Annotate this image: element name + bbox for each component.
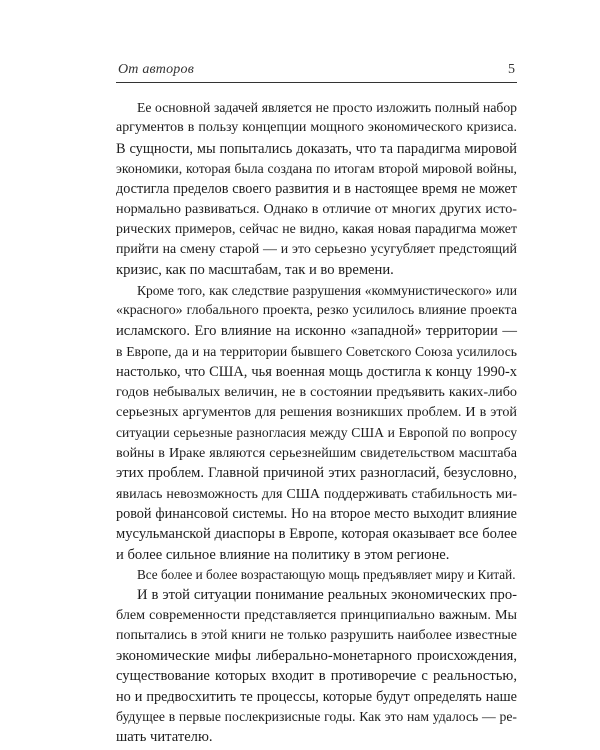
paragraph <box>116 98 517 281</box>
text-line: исламского. Его влияние на исконно «западной» территории — <box>116 323 517 340</box>
text-line: кризис, как по масштабам, так и во времени. <box>116 262 394 279</box>
text-line: экономические мифы либерально-монетарного происхождения, <box>116 648 517 665</box>
text-line: ровой финансовой системы. Но на второе место выходит влияние <box>116 505 517 522</box>
text-line: мусульманской диаспоры в Европе, которая оказывает все более <box>116 526 517 543</box>
text-line: попытались в этой книги не только разрушить наиболее известные <box>116 627 517 643</box>
text-line: «красного» глобального проекта, резко усилилось влияние проекта <box>116 302 517 318</box>
text-line: этих проблем. Главной причиной этих разногласий, безусловно, <box>116 465 517 482</box>
text-line: но и предвосхитить те процессы, которые будут определять наше <box>116 688 517 705</box>
text-line: Кроме того, как следствие разрушения «коммунистического» или <box>137 282 517 298</box>
text-line: существование которых входит в противоречие с реальностью, <box>116 668 517 685</box>
text-line: и более сильное влияние на политику в этом регионе. <box>116 546 450 563</box>
body-text <box>116 98 517 748</box>
text-line: Ее основной задачей является не просто изложить полный набор <box>137 100 517 115</box>
text-line: достигла пределов своего развития и в настоящее время не может <box>116 181 517 198</box>
text-line: В сущности, мы попытались доказать, что та парадигма мировой <box>116 140 517 157</box>
paragraph <box>116 281 517 565</box>
text-line: явилась невозможность для США поддерживать стабильность ми- <box>116 485 517 502</box>
text-line: серьезных аргументов для решения возникших проблем. И в этой <box>116 404 517 421</box>
text-line: Все более и более возрастающую мощь предъявляет миру и Китай. <box>137 566 516 582</box>
header-divider <box>116 82 517 83</box>
text-line: нормально развиваться. Однако в отличие от многих других исто- <box>116 201 517 218</box>
text-line: настолько, что США, чья военная мощь достигла к концу 1990-х <box>116 363 517 380</box>
text-line: годов небывалых величин, не в состоянии предъявить каких-либо <box>116 384 517 401</box>
text-line: ситуации серьезные разногласия между США и Европой по вопросу <box>116 424 517 440</box>
running-header-title: От авторов <box>118 62 194 77</box>
paragraph <box>116 585 517 747</box>
text-line: шать читателю. <box>116 729 213 746</box>
text-line: экономики, которая была создана по итогам второй мировой войны, <box>116 160 517 176</box>
paragraph <box>116 565 517 585</box>
text-line: аргументов в пользу концепции мощного экономического кризиса. <box>116 120 517 136</box>
page-number: 5 <box>508 62 515 77</box>
text-line: войны в Ираке являются серьезнейшим свидетельством масштаба <box>116 445 517 462</box>
text-line: будущее в первые послекризисные годы. Как это нам удалось — ре- <box>116 708 517 724</box>
text-line: в Европе, да и на территории бывшего Советского Союза усилилось <box>116 343 517 359</box>
text-line: рических примеров, сейчас не видно, какая новая парадигма может <box>116 221 517 237</box>
running-header <box>116 60 517 80</box>
text-line: И в этой ситуации понимание реальных экономических про- <box>137 587 517 604</box>
text-line: прийти на смену старой — и это серьезно усугубляет предстоящий <box>116 242 517 258</box>
text-line: блем современности представляется принципиально важным. Мы <box>116 607 517 624</box>
